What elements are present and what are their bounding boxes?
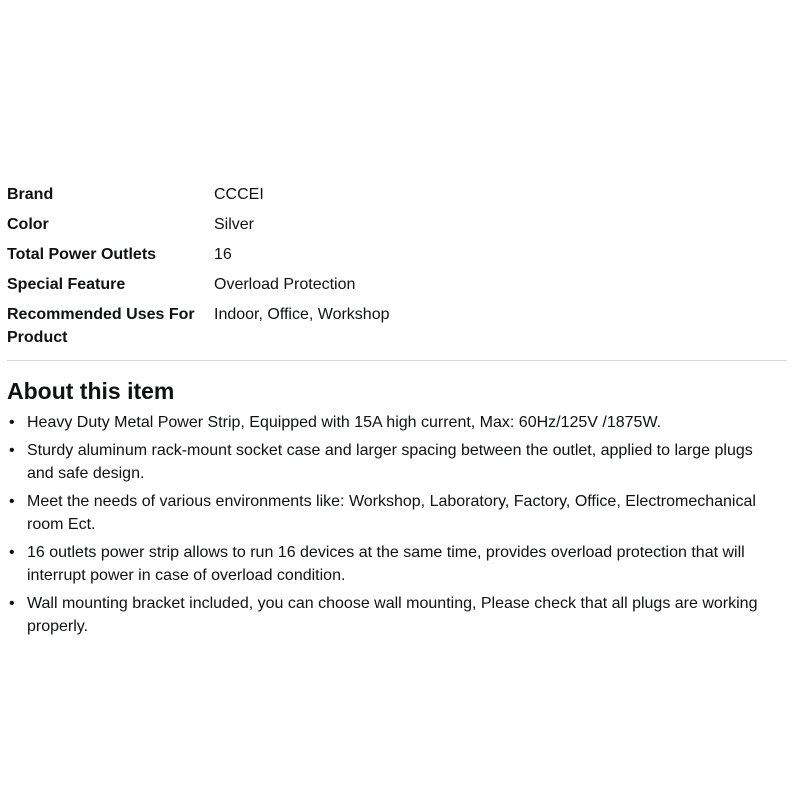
spec-row-total-power-outlets: [7, 243, 607, 273]
spec-label: Special Feature: [7, 276, 126, 293]
about-bullet-list: [7, 411, 772, 638]
about-section-title: About this item: [7, 378, 175, 404]
list-item: [9, 439, 772, 485]
spec-label: Total Power Outlets: [7, 246, 157, 263]
spec-value: Indoor, Office, Workshop: [214, 306, 390, 323]
spec-row-color: [7, 213, 607, 243]
spec-label: Brand: [7, 186, 54, 203]
section-divider: [7, 360, 787, 361]
spec-row-special-feature: [7, 273, 607, 303]
spec-row-brand: [7, 183, 607, 213]
bullet-text: Wall mounting bracket included, you can choose wall mounting, Please check that all plugs are working properly.: [27, 595, 758, 635]
spec-value: CCCEI: [214, 186, 264, 203]
spec-value: 16: [214, 246, 232, 263]
bullet-icon: •: [9, 493, 15, 510]
spec-value: Silver: [214, 216, 255, 233]
bullet-icon: •: [9, 442, 15, 459]
list-item: [9, 411, 772, 434]
bullet-text: 16 outlets power strip allows to run 16 devices at the same time, provides overload protection that will interrupt power in case of overload condition.: [27, 544, 745, 584]
bullet-icon: •: [9, 414, 15, 431]
spec-value: Overload Protection: [214, 276, 356, 293]
bullet-icon: •: [9, 544, 15, 561]
bullet-text: Heavy Duty Metal Power Strip, Equipped with 15A high current, Max: 60Hz/125V /1875W.: [27, 414, 662, 431]
spec-label: Color: [7, 216, 49, 233]
list-item: [9, 592, 772, 638]
spec-row-recommended-uses: [7, 303, 607, 356]
bullet-text: Sturdy aluminum rack-mount socket case and larger spacing between the outlet, applied to large plugs and safe design.: [27, 442, 753, 482]
list-item: [9, 541, 772, 587]
list-item: [9, 490, 772, 536]
bullet-icon: •: [9, 595, 15, 612]
spec-label: Recommended Uses For Product: [7, 306, 195, 346]
product-details: [7, 183, 787, 643]
product-specs-table: [7, 183, 607, 356]
bullet-text: Meet the needs of various environments like: Workshop, Laboratory, Factory, Office, Electromechanical room Ect.: [27, 493, 756, 533]
